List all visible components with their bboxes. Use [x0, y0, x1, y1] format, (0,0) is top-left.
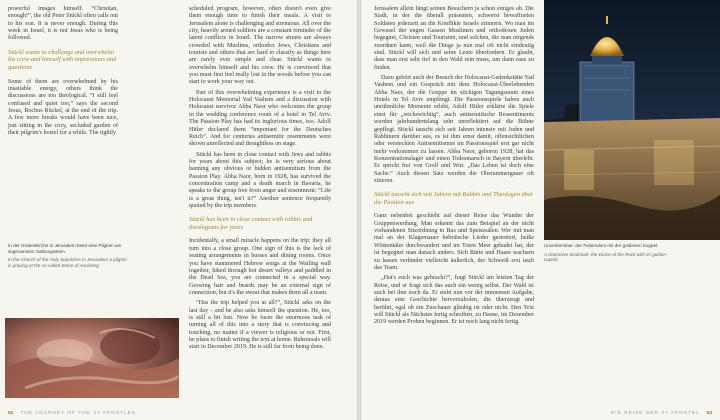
paragraph: Dazu gehört auch der Besuch der Holocaust-Gedenkstätte Yad Vashem und ein Gespräch mit dem Holocaust-Überlebenden Abba Naor, der die Gruppe im stickigen Tagungsraum eines Hotels in Tel Aviv empfängt. Die Passionsspiele haben auch unrühmliche Momente erlebt, Adolf Hitler erklärte die Spiele einst für „reichswichtig“, auch antisemitische Ressentiments wurden jahrhundertelang sehr unreflektiert auf die Bühne gepflegt. Stückl tauscht sich seit Jahren intensiv mit Juden und Rabbinern darüber aus, es ist ihm ernst damit, offensichtlichen oder versteckten Antisemitismus im Passionsspiel erst gar nicht mehr vorkommen zu lassen. Abba Naor, geboren 1928, hat das Konzentrationslager und einen Todesmarsch in Bayern überlebt. Er spricht frei von Groll und Wut: „Das Leben ist doch eine Sache.“ Auch diesen Satz werden die Oberammergauer oft zitieren.	[374, 75, 534, 184]
photo-caption	[8, 243, 128, 268]
paragraph: scheduled program, however, often doesn't even give them enough time to finish their meals. A visit to Jerusalem alone is challenging and strenuous. All over the city, heavily armed soldiers are a constant reminder of the latent conflicts in Israel. The narrow streets are always crowded with Muslims, orthodox Jews, Christians and tourists and others that are hard to classify as things here are rarely ever simple and clear. Stückl wants to overwhelm himself and his crew. He is convinced that you must first feel really lost in the woods before you can start to work your way out.	[189, 6, 331, 86]
left-page	[0, 0, 357, 420]
pull-quote: Stückl wants to challenge and overwhelm his crew and himself with impressions and questions	[8, 48, 117, 71]
paragraph: Incidentally, a small miracle happens on the trip: they all turn into a close group. One sign of this is the lack of seating arrangements in busses and dining rooms. Once you have stammered Hebrew songs at the Wailing wall together, hiked through hot desert valleys and paddled in the Dead Sea, you are connected in a special way. Growing hair and beards may be an external sign of connection, but it's the sweat that makes them all a team.	[189, 238, 331, 296]
pilgrim-stone-photo	[5, 318, 179, 398]
right-column-1	[374, 6, 534, 330]
pull-quote: Stückl tauscht sich seit Jahren mit Rabbis und Theologen über die Passion aus	[374, 191, 534, 206]
paragraph: Part of this overwhelming experience is a visit to the Holocaust Memorial Yad Vashem and a discussion with Holocaust survivor Abba Naor who welcomes the group in the wedding conference room of a hotel in Tel Aviv. The Passion Play has had its inglorious times, too. Adolf Hitler declared them “important for the Deutsches Reich”. And for centuries antisemitic resentments were shown unreflected and thoughtless on stage.	[189, 89, 331, 148]
page-number: 52	[8, 411, 14, 416]
running-title: THE JOURNEY OF THE 37 APOSTLES	[20, 411, 137, 416]
caption-english: In the Church of the Holy Sepulchre in Jerusalem a pilgrim is praying at the so-called Stone of Anointing.	[8, 257, 127, 268]
pilgrim-stone-image	[5, 318, 179, 398]
paragraph: “Has the trip helped you at all?”, Stückl asks on the last day – and he also asks himself the question. He, too, is still a bit lost. Now he faces the enormous task of turning all of this into a story that is convincing and touching, no matter if a viewer is religious or not. First, he plans to finish writing the text at home. Rehearsals will start in December 2019. He is still far from being done.	[189, 300, 331, 351]
left-footer	[8, 411, 136, 416]
right-footer	[611, 411, 712, 416]
caption-english: A distinctive landmark: the Dome of the Rock with its golden cupola.	[544, 251, 666, 263]
left-column-1	[8, 6, 118, 140]
paragraph: Some of them are overwhelmed by his insatiable energy, others think the discussions are too theological. “I still feel confused and quiet too,” says the second Jesus, Rochus Rückel, at the end of the trip. A few more breaks would have been nice, just sitting in the cozy, secluded garden of their pilgrim's hostel for a while. The tightly	[8, 78, 118, 136]
left-column-2	[189, 6, 331, 355]
caption-german: In der Grabeskirche in Jerusalem betet eine Pilgerin am sogenannten Salbungsstein.	[8, 243, 122, 254]
paragraph: Stückl has been in close contact with Jews and rabbis for years about this subject; he is very serious about banning any obvious or hidden antisemitism from the Passion Play. Abba Naor, born in 1928, has survived the concentration camp and a death march in Bavaria, he speaks to the group free from anger and resentment: “Life is a great thing, isn't it?” Another sentence frequently quoted by the trip members.	[189, 151, 331, 209]
right-page	[361, 0, 720, 420]
dome-of-the-rock-photo	[544, 0, 720, 240]
paragraph: Ganz nebenbei geschieht auf dieser Reise das Wunder der Gruppenwerdung. Man erkennt das zum Beispiel an der nicht vorhandenen Sitzordnung in Bus und Speisesälen. Wer mit man mal an der Klagemauer hebräische Lieder gestottert, heiße Wüstentäler durchwandert und im Toten Meer gebadet hat, der ist begegnet man danach anders. Sich Bärte und Haare wachsen zu lassen verbindet vielleicht äußerlich, der Schweiß erst taufi das Team.	[374, 213, 534, 271]
caption-german: Unverkennbar: der Felsendom mit der goldenen Kuppel.	[544, 243, 659, 248]
photo-caption	[544, 243, 674, 263]
paragraph: Jerusalem allein fängt seinen Besuchern ja schon einiges ab. Die Stadt, in der die überall präsenten, schwerst bewaffneten Soldaten jederzeit an die Konflikte Israels erinnern. Wo man im Gewusel der engen Gassen Muslimen und orthodoxen Juden begegnet, Christen und Touristen, und solchen, die man nirgends zuordnen kann, weil die Dinge ja nun mal oft nicht eindeutig sind. Stückl will sich und seine Leute überfordern. Er glaubt, dass man erst sehr tief in den Wald rein muss, um dann raus zu finden.	[374, 6, 534, 71]
running-title: DIE REISE DER 37 APOSTEL	[610, 411, 700, 416]
paragraph: powerful images himself. “Christian, enough!”, the old Peter Stückl often calls out to his son. It is never enough. During this week in Israel, it is not Jesus who is being followed.	[8, 6, 118, 42]
page-number: 53	[706, 411, 712, 416]
dome-of-the-rock-image	[544, 0, 720, 240]
paragraph: „Hat's euch was gebracht?“, fragt Stückl am letzten Tag der Reise, und er fragt sich das auch ein wenig selbst. Der Wald ist auch bei ihm noch da. Er steht nun vor der immensen Aufgabe, daraus eine Geschichte hervorzuholen, die überzeugt und berührt, egal ob ein Zuschauer gläubig ist oder nicht. Den Text will Stückl als Nächstes fertig schreiben, zu Hause, im Dezember 2019 werden Proben beginnen. Er ist noch lang nicht fertig.	[374, 275, 534, 326]
pull-quote: Stückl has been in close contact with rabbis and theologians for years	[189, 216, 313, 231]
